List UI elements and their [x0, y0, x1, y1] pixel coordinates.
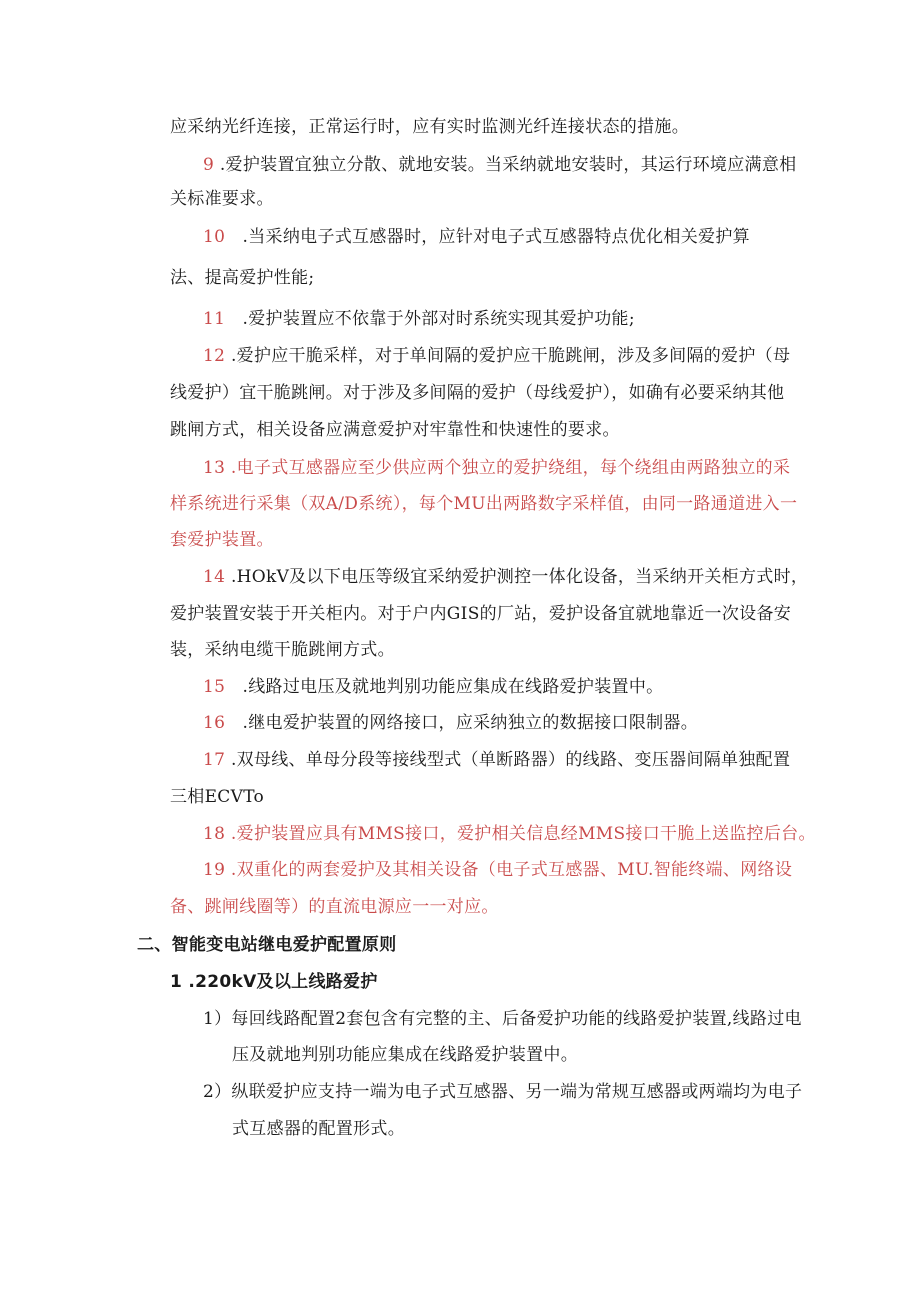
text-line-15: 装，采纳电缆干脆跳闸方式。 — [170, 640, 395, 660]
item-13-line-2: 样系统进行采集（双A/D系统），每个MU出两路数字采样值，由同一路通道进入一 — [170, 494, 798, 514]
text-line-14: 爱护装置安装于开关柜内。对于户内GIS的厂站，爱护设备宜就地靠近一次设备安 — [170, 604, 792, 624]
text-line-3: 关标准要求。 — [170, 189, 274, 209]
item-11-line — [203, 307, 635, 331]
item-19-line-1: 19 .双重化的两套爱护及其相关设备（电子式互感器、MU.智能终端、网络设 — [203, 860, 793, 880]
item-13-line-1: 13 .电子式互感器应至少供应两个独立的爱护绕组，每个绕组由两路独立的采 — [203, 458, 791, 478]
item-13-line-3: 套爱护装置。 — [170, 530, 274, 550]
subsection-heading: 1 .220kV及以上线路爱护 — [170, 972, 378, 992]
item-19-line-2: 备、跳闸线圈等）的直流电源应一一对应。 — [170, 897, 499, 917]
item-11-text: .爱护装置应不依靠于外部对时系统实现其爱护功能; — [225, 309, 635, 329]
item-number: 17 — [203, 750, 226, 770]
text-line-5: 法、提高爱护性能; — [170, 268, 315, 288]
text-line-9: 跳闸方式，相关设备应满意爱护对牢靠性和快速性的要求。 — [170, 420, 620, 440]
list-item-2-line-1: 2）纵联爱护应支持一端为电子式互感器、另一端为常规互感器或两端均为电子 — [203, 1082, 803, 1102]
item-number: 10 — [203, 227, 226, 247]
item-18-line: 18 .爱护装置应具有MMS接口，爱护相关信息经MMS接口干脆上送监控后台。 — [203, 824, 816, 844]
item-14-text: .HOkV及以下电压等级宜采纳爱护测控一体化设备，当采纳开关柜方式时， — [225, 567, 809, 587]
list-item-1-line-2: 压及就地判别功能应集成在线路爱护装置中。 — [232, 1045, 578, 1065]
item-16-line — [203, 711, 698, 735]
item-14-line-1 — [203, 565, 808, 589]
item-12-text: .爱护应干脆采样，对于单间隔的爱护应干脆跳闸，涉及多间隔的爱护（母 — [225, 346, 791, 366]
list-item-1-line-1: 1）每回线路配置2套包含有完整的主、后备爱护功能的线路爱护装置,线路过电 — [203, 1009, 802, 1029]
text-line-1: 应采纳光纤连接，正常运行时，应有实时监测光纤连接状态的措施。 — [170, 117, 689, 137]
item-number: 11 — [203, 309, 226, 329]
item-10-line-1 — [203, 225, 750, 249]
item-9-text: .爱护装置宜独立分散、就地安装。当采纳就地安装时，其运行环境应满意相 — [214, 155, 797, 175]
text-line-8: 线爱护）宜干脆跳闸。对于涉及多间隔的爱护（母线爱护），如确有必要采纳其他 — [170, 383, 785, 403]
item-number: 14 — [203, 567, 226, 587]
item-12-line-1 — [203, 344, 790, 368]
item-number: 15 — [203, 677, 226, 697]
item-number: 12 — [203, 346, 226, 366]
item-17-line-1 — [203, 748, 790, 772]
item-9-line-1 — [203, 153, 796, 177]
list-item-2-line-2: 式互感器的配置形式。 — [232, 1119, 405, 1139]
item-number: 16 — [203, 713, 226, 733]
item-number: 9 — [203, 155, 215, 175]
section-heading: 二、智能变电站继电爱护配置原则 — [137, 935, 397, 955]
item-10-text: .当采纳电子式互感器时，应针对电子式互感器特点优化相关爱护算 — [225, 227, 750, 247]
item-16-text: .继电爱护装置的网络接口，应采纳独立的数据接口限制器。 — [225, 713, 699, 733]
item-17-text: .双母线、单母分段等接线型式（单断路器）的线路、变压器间隔单独配置 — [225, 750, 791, 770]
item-15-text: .线路过电压及就地判别功能应集成在线路爱护装置中。 — [225, 677, 664, 697]
item-15-line — [203, 675, 663, 699]
text-line-19: 三相ECVTo — [170, 787, 265, 807]
